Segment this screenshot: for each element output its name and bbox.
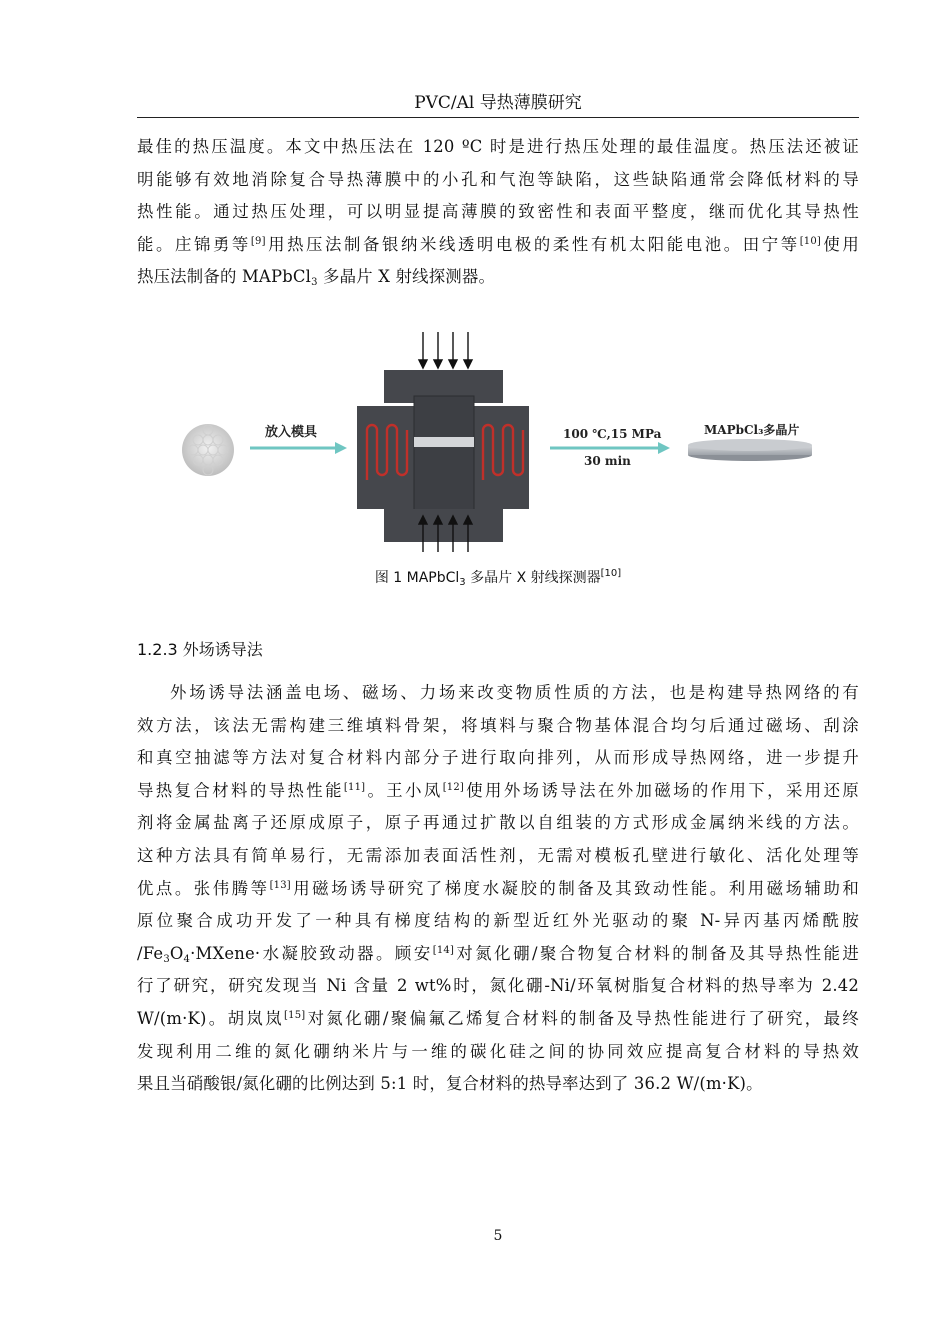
label-duration: 30 min [584,454,631,468]
paragraph-field-induction [137,677,859,1101]
sample-layer [414,437,474,447]
label-place-in-mold: 放入模具 [265,425,318,440]
citation-ref: [12] [442,781,465,793]
text-line: 外场诱导法涵盖电场、磁场、力场来改变物质性质的方法，也是构建导热网络的有 [170,683,859,702]
text-run: 用磁场诱导研究了梯度水凝胶的制备及其致动性能。利用磁场辅助和 [290,878,859,898]
subscript: 4 [183,953,191,965]
subscript: 3 [163,953,170,965]
text-line [137,873,859,906]
text-line: 行了研究，研究发现当 Ni 含量 2 wt%时，氮化硼-Ni/环氧树脂复合材料的热导率为 2.42 [137,976,859,996]
text-line [137,229,859,262]
running-header: PVC/Al 导热薄膜研究 [414,93,582,113]
text-line: 发现利用二维的氮化硼纳米片与一维的碳化硅之间的协同效应提高复合材料的导热效 [137,1041,859,1061]
press-arrows-top [419,332,472,368]
mold-center-punch [414,396,474,516]
text-run: /Fe [137,943,164,963]
citation-ref: [14] [432,944,455,956]
citation-ref: [9] [250,235,266,247]
text-line: 效方法，该法无需构建三维填料骨架，将填料与聚合物基体混合均匀后通过磁场、刮涂 [137,715,859,735]
text-run: 能。庄锦勇等 [137,234,251,254]
text-run: 使用外场诱导法在外加磁场的作用下，采用还原 [464,780,859,800]
text-run: 对氮化硼/聚偏氟乙烯复合材料的制备及导热性能进行了研究，最终 [305,1008,859,1028]
text-line [137,261,859,294]
citation-ref: [11] [343,781,366,793]
hot-press-schematic [170,330,830,560]
text-run: 使用 [821,234,859,254]
text-run: O [169,943,184,963]
text-line: 果且当硝酸银/氮化硼的比例达到 5:1 时，复合材料的热导率达到了 36.2 W/(m·K)。 [137,1074,763,1094]
text-line: 最佳的热压温度。本文中热压法在 120 ºC 时是进行热压处理的最佳温度。热压法还被证 [137,137,859,156]
text-run: ·MXene·水凝胶致动器。顾安 [190,943,433,963]
section-heading: 1.2.3 外场诱导法 [137,640,263,659]
powder-icon [182,424,234,476]
text-line [137,1003,859,1036]
text-line [137,775,859,808]
header-rule [137,117,859,118]
label-conditions: 100 ℃,15 MPa [563,427,662,441]
text-line: 剂将金属盐离子还原成原子，原子再通过扩散以自组装的方式形成金属纳米线的方法。 [137,813,859,833]
caption-text: 图 1 MAPbCl [374,570,460,586]
label-product: MAPbCl₃多晶片 [704,423,800,437]
citation-ref: [13] [269,879,291,891]
text-run: 多晶片 X 射线探测器。 [317,267,496,287]
text-run: 导热复合材料的导热性能 [137,780,344,800]
text-run: 。王小凤 [365,780,443,800]
polycrystal-disk [688,439,812,461]
arrow-to-product [550,442,670,454]
text-line: 明能够有效地消除复合导热薄膜中的小孔和气泡等缺陷，这些缺陷通常会降低材料的导 [137,169,859,189]
text-line: 这种方法具有简单易行，无需添加表面活性剂，无需对模板孔壁进行敏化、活化处理等 [137,845,859,865]
press-bottom-plate [384,509,503,542]
citation-ref: [10] [799,235,822,247]
text-run: W/(m·K)。胡岚岚 [137,1008,285,1028]
text-line: 原位聚合成功开发了一种具有梯度结构的新型近红外光驱动的聚 N-异丙基丙烯酰胺 [137,911,859,931]
paragraph-hot-press [137,131,859,294]
figure-caption [137,567,859,587]
page-number: 5 [493,1228,503,1244]
figure-hot-press-diagram [170,330,830,560]
subscript: 3 [311,277,318,289]
text-line [137,938,859,971]
caption-text: 多晶片 X 射线探测器 [465,570,601,586]
subscript: 3 [459,577,466,588]
text-run: 用热压法制备银纳米线透明电极的柔性有机太阳能电池。田宁等 [265,234,800,254]
text-run: 热压法制备的 MAPbCl [137,267,312,287]
citation-ref: [10] [600,568,622,579]
citation-ref: [15] [284,1009,306,1021]
text-line: 和真空抽滤等方法对复合材料内部分子进行取向排列，从而形成导热网络，进一步提升 [137,748,859,768]
arrow-to-mold [250,442,347,454]
text-run: 优点。张伟腾等 [137,878,270,898]
text-line: 热性能。通过热压处理，可以明显提高薄膜的致密性和表面平整度，继而优化其导热性 [137,202,859,222]
text-run: 对氮化硼/聚合物复合材料的制备及其导热性能进 [454,943,860,963]
